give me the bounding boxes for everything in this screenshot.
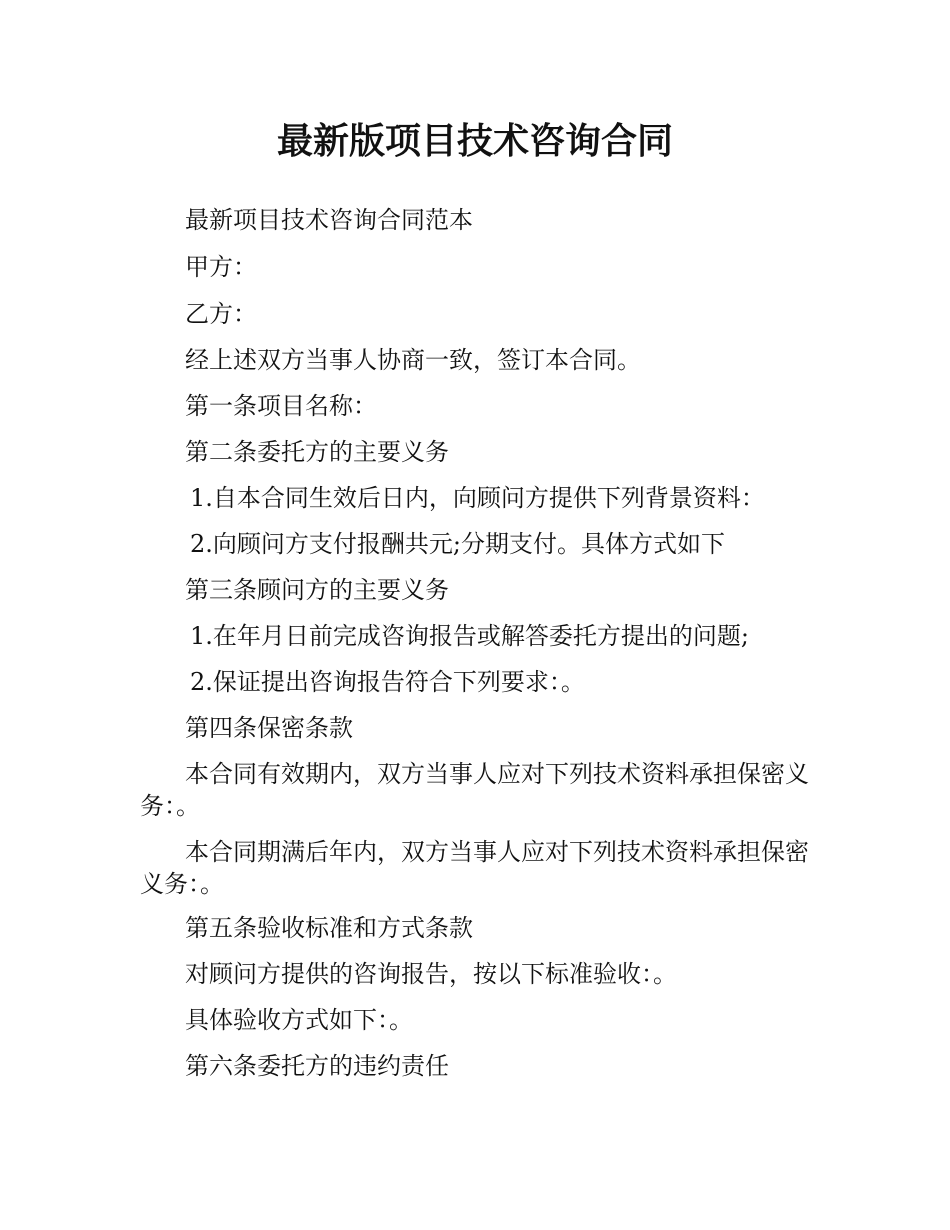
article-5-heading: 第五条验收标准和方式条款 <box>185 914 473 942</box>
article-3-item-2: 2.保证提出咨询报告符合下列要求：。 <box>190 668 585 696</box>
contract-subtitle: 最新项目技术咨询合同范本 <box>185 206 473 234</box>
article-6-heading: 第六条委托方的违约责任 <box>185 1052 449 1080</box>
article-2-heading: 第二条委托方的主要义务 <box>185 438 449 466</box>
acceptance-method: 具体验收方式如下：。 <box>185 1006 413 1034</box>
article-4-heading: 第四条保密条款 <box>185 714 353 742</box>
article-3-heading: 第三条顾问方的主要义务 <box>185 576 449 604</box>
article-3-item-1: 1.在年月日前完成咨询报告或解答委托方提出的问题; <box>190 622 749 650</box>
agreement-statement: 经上述双方当事人协商一致，签订本合同。 <box>185 346 641 374</box>
party-a-line: 甲方： <box>185 253 257 281</box>
party-b-line: 乙方： <box>185 300 257 328</box>
document-title: 最新版项目技术咨询合同 <box>276 121 673 162</box>
article-1-heading: 第一条项目名称： <box>185 392 377 420</box>
acceptance-standard: 对顾问方提供的咨询报告，按以下标准验收：。 <box>185 960 677 988</box>
confidentiality-clause-2: 本合同期满后年内，双方当事人应对下列技术资料承担保密义务：。 <box>140 838 809 898</box>
article-2-item-1: 1.自本合同生效后日内，向顾问方提供下列背景资料： <box>190 484 765 512</box>
article-2-item-2: 2.向顾问方支付报酬共元;分期支付。具体方式如下 <box>190 530 725 558</box>
confidentiality-clause-1: 本合同有效期内，双方当事人应对下列技术资料承担保密义务：。 <box>140 760 809 820</box>
